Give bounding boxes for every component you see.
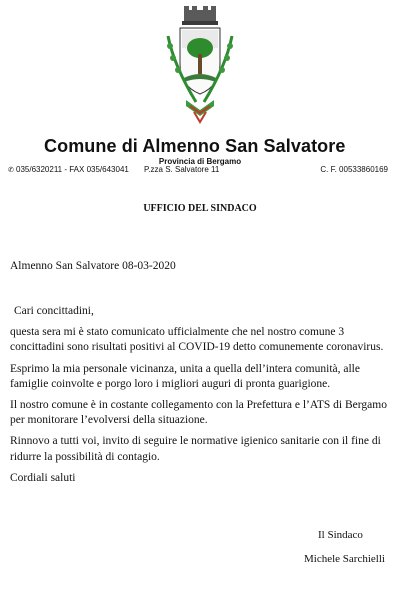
signature-title: Il Sindaco <box>318 529 363 541</box>
address: P.zza S. Salvatore 11 <box>144 165 220 174</box>
town-name: Comune di Almenno San Salvatore <box>44 136 346 156</box>
closing: Cordiali saluti <box>10 471 76 484</box>
paragraph: Esprimo la mia personale vicinanza, unita a quella dell’intera comunità, alle famiglie coinvolte e porgo loro i migliori auguri di pronta guarigione. <box>10 362 360 390</box>
coat-of-arms-icon <box>160 6 240 124</box>
place-date: Almenno San Salvatore 08-03-2020 <box>10 260 176 272</box>
paragraph: questa sera mi è stato comunicato ufficialmente che nel nostro comune 3 concittadini sono risultati positivi al COVID-19 detto comunemente coronavirus. <box>10 326 384 354</box>
office-title: UFFICIO DEL SINDACO <box>143 203 257 214</box>
phone-fax <box>8 165 144 174</box>
phone-fax-text: 035/6320211 - FAX 035/643041 <box>16 165 129 174</box>
letter-body <box>10 304 394 492</box>
province: Provincia di Bergamo <box>158 157 242 166</box>
signature-name: Michele Sarchielli <box>304 553 385 565</box>
salutation: Cari concittadini, <box>14 305 94 317</box>
contact-line <box>8 165 394 174</box>
paragraph: Il nostro comune è in costante collegamento con la Prefettura e l’ATS di Bergamo per monitorare l’evolversi della situazione. <box>10 399 387 427</box>
tax-code: C. F. 00533860169 <box>320 165 388 174</box>
paragraph: Rinnovo a tutti voi, invito di seguire le normative igienico sanitarie con il fine di ridurre la possibilità di contagio. <box>10 435 381 463</box>
phone-icon: ✆ <box>8 167 14 174</box>
